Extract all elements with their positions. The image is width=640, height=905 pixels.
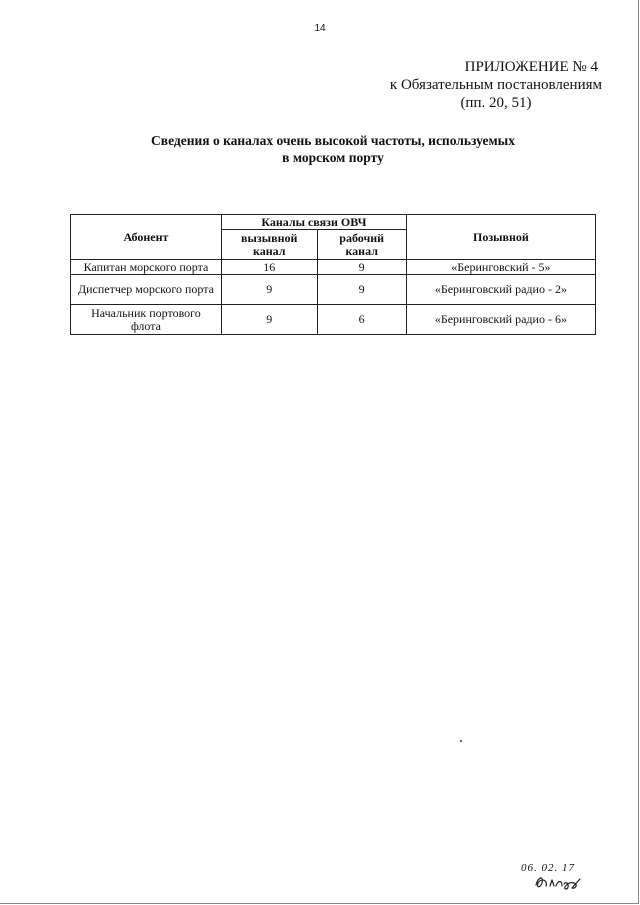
header-work-channel: рабочий канал	[317, 230, 406, 260]
table-row	[71, 275, 596, 305]
table-row	[71, 260, 596, 275]
appendix-title: ПРИЛОЖЕНИЕ № 4	[464, 59, 598, 75]
cell-subscriber: Диспетчер морского порта	[71, 275, 222, 305]
document-title-line-1: Сведения о каналах очень высокой частоты, используемых	[151, 133, 515, 148]
cell-work-channel: 9	[317, 260, 406, 275]
appendix-subtitle: к Обязательным постановлениям	[389, 77, 602, 93]
cell-callsign: «Беринговский радио - 6»	[406, 305, 595, 335]
cell-subscriber: Начальник портового флота	[71, 305, 222, 335]
cell-work-channel: 6	[317, 305, 406, 335]
table-header-row	[71, 215, 596, 230]
document-title-line-2: в морском порту	[282, 150, 384, 165]
handwritten-date: 06. 02. 17	[521, 862, 575, 874]
cell-call-channel: 9	[221, 305, 317, 335]
handwritten-signature	[532, 871, 584, 893]
header-callsign: Позывной	[406, 215, 595, 260]
header-subscriber: Абонент	[71, 215, 222, 260]
cell-callsign: «Беринговский - 5»	[406, 260, 595, 275]
cell-call-channel: 9	[221, 275, 317, 305]
document-title	[0, 132, 640, 166]
vhf-channels-table	[70, 214, 596, 335]
cell-callsign: «Беринговский радио - 2»	[406, 275, 595, 305]
scan-dot	[460, 740, 462, 742]
header-vhf-group: Каналы связи ОВЧ	[221, 215, 406, 230]
cell-work-channel: 9	[317, 275, 406, 305]
header-call-channel: вызывной канал	[221, 230, 317, 260]
cell-call-channel: 16	[221, 260, 317, 275]
appendix-reference: (пп. 20, 51)	[460, 95, 532, 111]
appendix-header	[390, 58, 602, 112]
cell-subscriber: Капитан морского порта	[71, 260, 222, 275]
table-row	[71, 305, 596, 335]
page-number: 14	[314, 23, 326, 34]
